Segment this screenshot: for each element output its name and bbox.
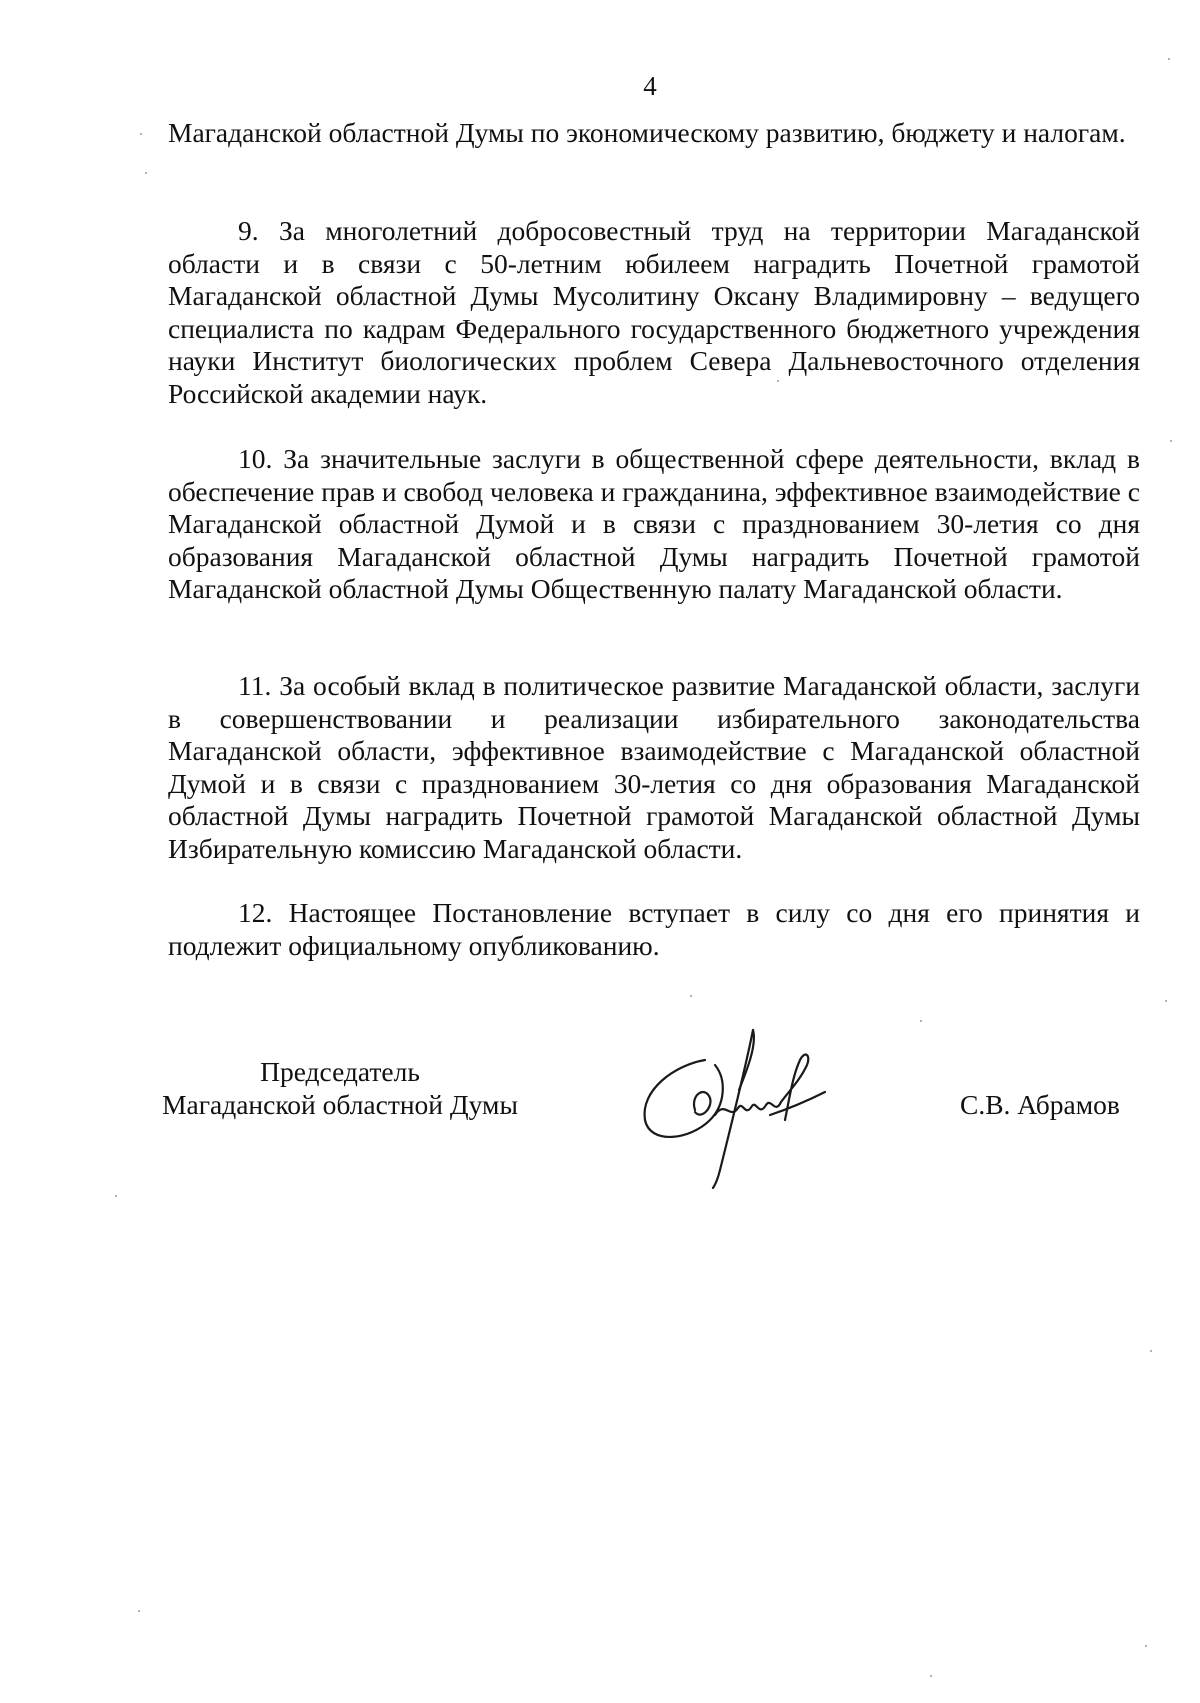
paragraph-continuation: Магаданской областной Думы по экономическому развитию, бюджету и налогам. [168,117,1126,148]
scan-speck [1150,1350,1152,1352]
scan-speck [140,133,142,135]
scan-speck [777,380,779,382]
signatory-name: С.В. Абрамов [960,1089,1120,1120]
scan-speck [1170,440,1172,442]
scan-speck [930,1675,932,1677]
scan-speck [920,1020,922,1022]
scan-speck [138,1610,140,1612]
scan-speck [1168,58,1170,60]
signatory-title-line2: Магаданской областной Думы [162,1089,518,1120]
paragraph-12: 12. Настоящее Постановление вступает в силу со дня его принятия и подлежит официальному опубликованию. [168,897,1140,961]
scan-speck [1165,1000,1167,1002]
paragraph-9: 9. За многолетний добросовестный труд на территории Магаданской области и в связи с 50-летним юбилеем наградить Почетной грамотой Магаданской областной Думы Мусолитину Оксану Владимировну – ведущего специалиста по кадрам Федерального государственного бюджетного учреждения науки Институт биологических проблем Севера Дальневосточного отделения Российской академии наук. [168,215,1140,409]
scan-speck [115,1195,117,1197]
scan-speck [145,172,147,174]
paragraph-10: 10. За значительные заслуги в общественной сфере деятельности, вклад в обеспечение прав и свобод человека и гражданина, эффективное взаимодействие с Магаданской областной Думой и в связи с празднованием 30-летия со дня образования Магаданской областной Думы наградить Почетной грамотой Магаданской областной Думы Общественную палату Магаданской области. [168,443,1140,604]
signatory-title-line1: Председатель [260,1056,420,1087]
signature-icon [635,1020,835,1190]
page-number: 4 [643,71,657,101]
signatory-title [150,1055,530,1121]
scan-speck [1145,1645,1147,1647]
scan-speck [690,995,692,997]
paragraph-11: 11. За особый вклад в политическое развитие Магаданской области, заслуги в совершенствовании и реализации избирательного законодательства Магаданской области, эффективное взаимодействие с Магаданской областной Думой и в связи с празднованием 30-летия со дня образования Магаданской областной Думы наградить Почетной грамотой Магаданской областной Думы Избирательную комиссию Магаданской области. [168,670,1140,864]
